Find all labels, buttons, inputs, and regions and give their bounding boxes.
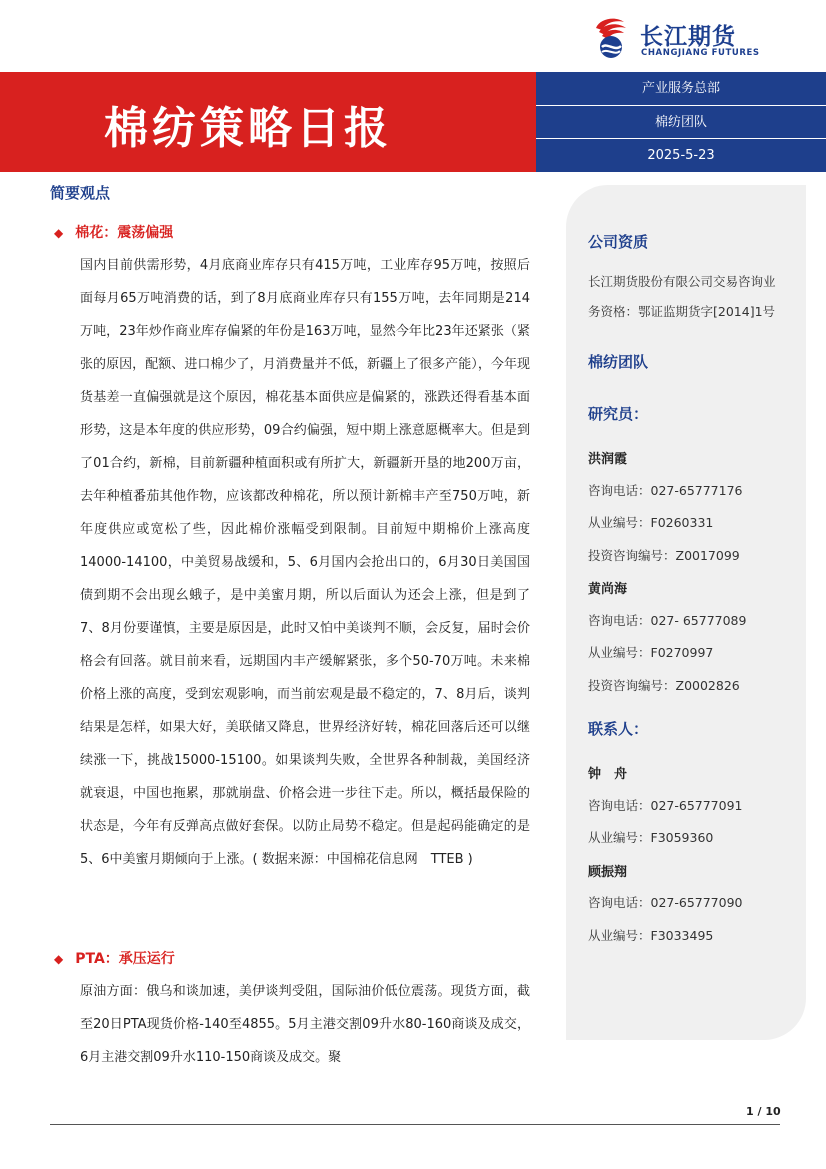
qualification-line: 长江期货股份有限公司交易咨询业 xyxy=(588,274,776,289)
researchers-title: 研究员： xyxy=(588,405,649,423)
diamond-bullet-icon: ◆ xyxy=(54,952,64,966)
team-label: 棉纺团队 xyxy=(536,105,826,138)
contact-phone: 咨询电话：027-65777091 xyxy=(588,798,743,813)
contact-phone: 咨询电话：027-65777090 xyxy=(588,895,743,910)
researcher-advisor-id: 投资咨询编号：Z0017099 xyxy=(588,548,740,563)
contact-license: 从业编号：F3059360 xyxy=(588,830,714,845)
section-heading-label: PTA：承压运行 xyxy=(75,951,175,967)
summary-title: 简要观点 xyxy=(50,184,111,202)
contact-name: 钟 舟 xyxy=(588,767,628,782)
researcher-phone: 咨询电话：027- 65777089 xyxy=(588,613,747,628)
qualification-line: 务资格：鄂证监期货字[2014]1号 xyxy=(588,304,776,319)
section-heading-cotton xyxy=(54,222,173,242)
banner-info-panel xyxy=(536,72,826,172)
researcher-name: 洪润霞 xyxy=(588,452,628,467)
researcher-name: 黄尚海 xyxy=(588,582,628,597)
banner-title-panel xyxy=(0,72,536,172)
logo-company-english: CHANGJIANG FUTURES xyxy=(641,48,760,58)
page-number: 1 / 10 xyxy=(746,1105,781,1118)
section-heading-pta xyxy=(54,948,175,968)
contact-sidebar xyxy=(566,185,806,1040)
report-banner xyxy=(0,72,826,172)
contact-name: 顾振翔 xyxy=(588,865,628,880)
qualification-title: 公司资质 xyxy=(588,233,649,251)
changjiang-logo-icon xyxy=(590,14,634,60)
pta-analysis-paragraph: 原油方面：俄乌和谈加速，美伊谈判受阻，国际油价低位震荡。现货方面，截至20日PTA现货价格-140至4855。5月主港交割09升水80-160商谈及成交，6月主港交割09升水110-150商谈及成交。聚 xyxy=(80,984,530,1065)
researcher-license: 从业编号：F0260331 xyxy=(588,515,714,530)
cotton-analysis-paragraph: 国内目前供需形势，4月底商业库存只有415万吨，工业库存95万吨，按照后面每月65万吨消费的话，到了8月底商业库存只有155万吨，去年同期是214万吨，23年炒作商业库存偏紧的年份是163万吨，显然今年比23年还紧张（紧张的原因，配额、进口棉少了，月消费量并不低，新疆上了很多产能），今年现货基差一直偏强就是这个原因，棉花基本面供应是偏紧的，涨跌还得看基本面形势，这是本年度的供应形势，09合约偏强，短中期上涨意愿概率大。但是到了01合约，新棉，目前新疆种植面积或有所扩大，新疆新开垦的地200万亩，去年种植番茄其他作物，应该都改种棉花，所以预计新棉丰产至750万吨，新年度供应或宽松了些，因此棉价涨幅受到限制。目前短中期棉价上涨高度14000-14100，中美贸易战缓和，5、6月国内会抢出口的，6月30日美国国债到期不会出现幺蛾子，是中美蜜月期，所以后面认为还会上涨，但是到了7、8月份要谨慎，主要是原因是，此时又怕中美谈判不顺，会反复，届时会价格会有回落。就目前来看，远期国内丰产缓解紧张，多个50-70万吨。未来棉价格上涨的高度，受到宏观影响，而当前宏观是最不稳定的，7、8月后，谈判结果是怎样，如果大好，美联储又降息，世界经济好转，棉花回落后还可以继续涨一下，挑战15000-15100。如果谈判失败，全世界各种制裁，美国经济就衰退，中国也拖累，那就崩盘、价格会进一步往下走。所以，概括最保险的状态是，今年有反弹高点做好套保。以防止局势不稳定。但是起码能确定的是5、6中美蜜月期倾向于上涨。( 数据来源：中国棉花信息网 TTEB ) xyxy=(80,258,530,867)
department-label: 产业服务总部 xyxy=(641,81,720,96)
report-title: 棉纺策略日报 xyxy=(104,103,392,154)
researcher-license: 从业编号：F0270997 xyxy=(588,645,714,660)
diamond-bullet-icon: ◆ xyxy=(54,226,64,240)
contact-license: 从业编号：F3033495 xyxy=(588,928,714,943)
report-date: 2025-5-23 xyxy=(536,138,826,172)
section-heading-label: 棉花：震荡偏强 xyxy=(75,225,174,241)
footer-divider xyxy=(50,1124,780,1125)
company-logo xyxy=(590,14,770,62)
logo-company-name: 长江期货 xyxy=(640,24,736,50)
researcher-advisor-id: 投资咨询编号：Z0002826 xyxy=(588,678,740,693)
team-title: 棉纺团队 xyxy=(588,353,649,371)
researcher-phone: 咨询电话：027-65777176 xyxy=(588,483,743,498)
contacts-title: 联系人： xyxy=(588,720,649,738)
